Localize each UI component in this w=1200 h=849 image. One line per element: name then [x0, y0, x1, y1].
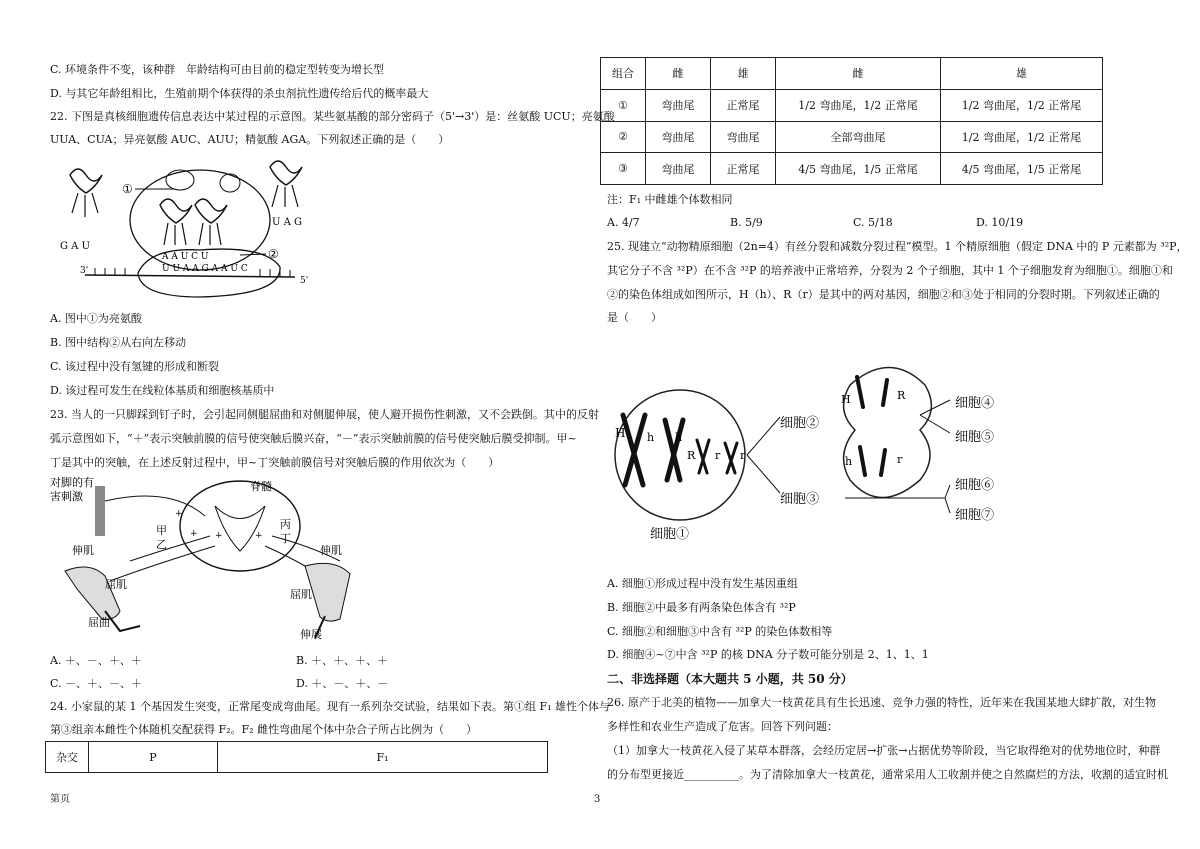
q25-option-b: B. 细胞②中最多有两条染色体含有 ³²P	[607, 601, 796, 614]
q22-option-a: A. 图中①为亮氨酸	[50, 312, 142, 325]
synapse-bing: 丙	[280, 518, 291, 531]
gene-r-cell2: r	[897, 453, 903, 466]
q24-option-b: B. 5/9	[730, 216, 763, 229]
gene-h-cell1: h	[647, 431, 655, 444]
table-row: ① 弯曲尾 正常尾 1/2 弯曲尾，1/2 正常尾 1/2 弯曲尾，1/2 正常尾	[601, 89, 1103, 121]
q21-option-d: D. 与其它年龄组相比，生殖前期个体获得的杀虫剂抗性遗传给后代的概率最大	[50, 87, 429, 100]
q25-stem-line3: ②的染色体组成如图所示，H（h）、R（r）是其中的两对基因，细胞②和③处于相同的分裂时期。下列叙述正确的	[607, 288, 1160, 301]
stimulus-label-2: 害刺激	[50, 490, 83, 503]
q22-option-c: C. 该过程中没有氢键的形成和断裂	[50, 360, 220, 373]
gene-h-cell2: h	[845, 455, 853, 468]
gene-H-cell1: H	[615, 426, 626, 440]
label-2: ②	[268, 247, 279, 261]
cell-3-label: 细胞③	[780, 491, 820, 506]
q25-stem-line1: 25. 现建立“动物精原细胞（2n=4）有丝分裂和减数分裂过程”模型。1 个精原细胞（假定 DNA 中的 P 元素都为 ³²P，	[607, 240, 1188, 253]
table-row: 组合 雌 雄 雌 雄	[601, 58, 1103, 90]
q21-option-c: C. 环境条件不变，该种群 年龄结构可由目前的稳定型转变为增长型	[50, 63, 385, 76]
cell-4-label: 细胞④	[955, 395, 995, 410]
table-row: ③ 弯曲尾 正常尾 4/5 弯曲尾，1/5 正常尾 4/5 弯曲尾，1/5 正常尾	[601, 153, 1103, 185]
q24-option-a: A. 4/7	[607, 216, 640, 229]
q25-option-d: D. 细胞④~⑦中含 ³²P 的核 DNA 分子数可能分别是 2、1、1、1	[607, 648, 929, 661]
table-row: ② 弯曲尾 弯曲尾 全部弯曲尾 1/2 弯曲尾，1/2 正常尾	[601, 121, 1103, 153]
svg-text:+: +	[175, 509, 183, 519]
q22-option-b: B. 图中结构②从右向左移动	[50, 336, 187, 349]
q24-option-c: C. 5/18	[853, 216, 893, 229]
table-note: 注：F₁ 中雌雄个体数相同	[607, 193, 733, 206]
left-flexor-label: 屈肌	[105, 578, 127, 591]
q26-line2: 多样性和农业生产造成了危害。回答下列问题：	[607, 720, 838, 733]
q25-stem-line4: 是（ ）	[607, 311, 662, 324]
right-extensor-label: 伸肌	[320, 544, 342, 557]
q23-option-c: C. －、＋、－、＋	[50, 677, 143, 690]
q23-option-a: A. ＋、－、＋、＋	[50, 654, 142, 667]
reflex-arc-diagram	[50, 476, 370, 646]
section-2-heading: 二、非选择题（本大题共 5 小题，共 50 分）	[607, 672, 853, 686]
q22-stem-line2: UUA、CUA；异亮氨酸 AUC、AUU；精氨酸 AGA。下列叙述正确的是（ ）	[50, 133, 450, 146]
gene-R-cell1: R	[687, 449, 696, 462]
synapse-yi: 乙	[156, 538, 167, 551]
gene-H-cell2: H	[841, 393, 851, 406]
page-number: 3	[594, 794, 601, 805]
spinal-cord-label: 脊髓	[250, 480, 272, 493]
anticodon-left: G A U	[60, 241, 90, 252]
synapse-ding: 丁	[280, 532, 291, 545]
q26-line4: 的分布型更接近__________。为了清除加拿大一枝黄花，通常采用人工收割并使之自然腐烂的方法，收割的适宜时机	[607, 768, 1168, 781]
q23-option-d: D. ＋、－、＋、－	[296, 677, 389, 690]
cross-table-header	[45, 741, 548, 773]
svg-text:+: +	[190, 529, 198, 539]
cell-7-label: 细胞⑦	[955, 507, 995, 522]
q26-line1: 26. 原产于北美的植物——加拿大一枝黄花具有生长迅速、竞争力强的特性，近年来在我国某地大肆扩散，对生物	[607, 696, 1156, 709]
mrna-sequence: U U A A G A A U C	[162, 264, 248, 274]
label-1: ①	[122, 182, 133, 196]
cell-2-label: 细胞②	[780, 415, 820, 430]
header-f1: F₁	[218, 742, 548, 773]
stretch-label: 伸展	[300, 628, 322, 641]
q25-stem-line2: 其它分子不含 ³²P）在不含 ³²P 的培养液中正常培养，分裂为 2 个子细胞，其中 1 个子细胞发育为细胞①。细胞①和	[607, 264, 1173, 277]
q24-option-d: D. 10/19	[976, 216, 1024, 229]
mrna-3-end: 3'	[80, 266, 89, 276]
stimulus-label-1: 对脚的有	[50, 476, 94, 489]
right-flexor-label: 屈肌	[290, 588, 312, 601]
q22-stem-line1: 22. 下图是真核细胞遗传信息表达中某过程的示意图。某些氨基酸的部分密码子（5'→3'）是：丝氨酸 UCU；亮氨酸	[50, 110, 615, 123]
q26-line3: （1）加拿大一枝黄花入侵了某草本群落，会经历定居→扩张→占据优势等阶段，当它取得绝对的优势地位时，种群	[607, 744, 1161, 757]
q23-stem-line2: 弧示意图如下，“＋”表示突触前膜的信号使突触后膜兴奋，“－”表示突触前膜的信号使突触后膜受抑制。甲~	[50, 432, 577, 445]
mrna-5-end: 5'	[300, 276, 309, 286]
cell-division-diagram	[605, 355, 1025, 555]
cell-5-label: 细胞⑤	[955, 429, 995, 444]
q23-option-b: B. ＋、＋、＋、＋	[296, 654, 389, 667]
svg-text:+: +	[255, 531, 263, 541]
cross-results-table	[600, 57, 1103, 185]
q24-stem-line1: 24. 小家鼠的某 1 个基因发生突变，正常尾变成弯曲尾。现有一系列杂交试验，结果如下表。第①组 F₁ 雄性个体与	[50, 700, 611, 713]
q23-stem-line1: 23. 当人的一只脚踩到钉子时，会引起同侧腿屈曲和对侧腿伸展，使人避开损伤性刺激，又不会跌倒。其中的反射	[50, 408, 599, 421]
anticodon-middle: A A U C U	[162, 252, 209, 262]
synapse-jia: 甲	[156, 524, 167, 537]
header-p: P	[89, 742, 218, 773]
left-extensor-label: 伸肌	[72, 544, 94, 557]
anticodon-right: U A G	[272, 217, 302, 228]
gene-R-cell2: R	[897, 389, 906, 402]
svg-text:+: +	[215, 531, 223, 541]
q25-option-a: A. 细胞①形成过程中没有发生基因重组	[607, 577, 798, 590]
footer-left: 第页	[50, 794, 70, 805]
bend-label: 屈曲	[88, 616, 110, 629]
translation-diagram	[50, 155, 330, 305]
cell-1-label: 细胞①	[650, 526, 690, 541]
q23-stem-line3: 丁是其中的突触，在上述反射过程中，甲~丁突触前膜信号对突触后膜的作用依次为（ ）	[50, 456, 500, 469]
cell-6-label: 细胞⑥	[955, 477, 995, 492]
gene-h-cell1b: h	[675, 431, 683, 444]
q25-option-c: C. 细胞②和细胞③中含有 ³²P 的染色体数相等	[607, 625, 833, 638]
q24-stem-line2: 第③组亲本雌性个体随机交配获得 F₂。F₂ 雌性弯曲尾个体中杂合子所占比例为（ ）	[50, 723, 478, 736]
header-cross: 杂交	[46, 742, 89, 773]
q22-option-d: D. 该过程可发生在线粒体基质和细胞核基质中	[50, 384, 275, 397]
gene-r-cell1b: r	[740, 449, 746, 462]
gene-r-cell1: r	[715, 449, 721, 462]
